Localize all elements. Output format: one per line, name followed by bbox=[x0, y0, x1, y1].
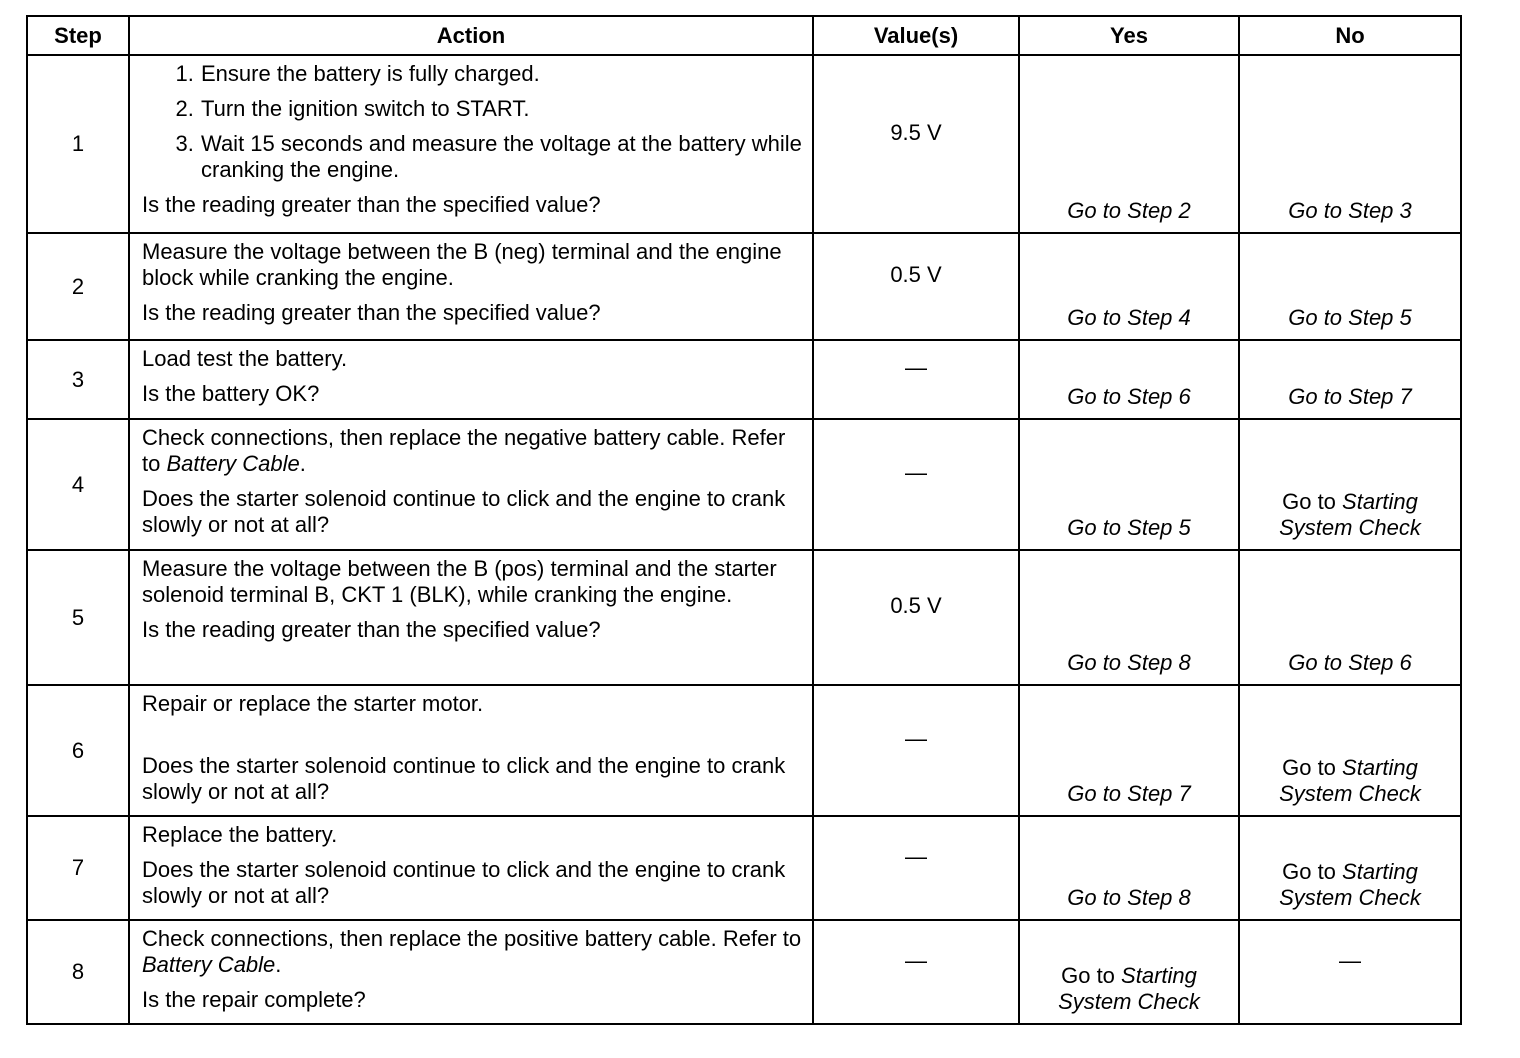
table-row bbox=[27, 550, 1461, 685]
no-cell: Go to Step 5 bbox=[1239, 233, 1461, 340]
no-cell bbox=[1239, 419, 1461, 550]
starting-system-check-reference: Starting System Check bbox=[1058, 963, 1200, 1014]
yes-cell: Go to Step 2 bbox=[1019, 55, 1239, 233]
table-row bbox=[27, 55, 1461, 233]
action-instruction: Replace the battery. bbox=[142, 822, 338, 847]
value-cell: 0.5 V bbox=[813, 233, 1019, 340]
value-cell: — bbox=[813, 685, 1019, 816]
yes-cell: Go to Step 8 bbox=[1019, 816, 1239, 920]
action-header: Action bbox=[129, 16, 813, 55]
yes-cell: Go to Step 5 bbox=[1019, 419, 1239, 550]
value-cell: — bbox=[813, 340, 1019, 419]
step-number: 8 bbox=[27, 920, 129, 1024]
yes-cell: Go to Step 8 bbox=[1019, 550, 1239, 685]
action-question: Is the reading greater than the specified value? bbox=[142, 300, 601, 325]
no-cell: Go to Step 7 bbox=[1239, 340, 1461, 419]
action-question: Does the starter solenoid continue to click and the engine to crank slowly or not at all? bbox=[142, 753, 786, 804]
action-question: Does the starter solenoid continue to click and the engine to crank slowly or not at all? bbox=[142, 486, 786, 537]
yes-cell bbox=[1019, 920, 1239, 1024]
action-cell bbox=[129, 685, 813, 816]
value-cell: — bbox=[813, 419, 1019, 550]
action-instruction: Repair or replace the starter motor. bbox=[142, 691, 484, 716]
go-to-text: Go to bbox=[1282, 489, 1336, 514]
header-row bbox=[27, 16, 1461, 55]
yes-cell: Go to Step 7 bbox=[1019, 685, 1239, 816]
step-number: 3 bbox=[27, 340, 129, 419]
table-row bbox=[27, 816, 1461, 920]
value-cell: 0.5 V bbox=[813, 550, 1019, 685]
action-cell bbox=[129, 550, 813, 685]
go-to-text: Go to bbox=[1282, 859, 1336, 884]
action-cell bbox=[129, 419, 813, 550]
action-cell bbox=[129, 816, 813, 920]
no-cell bbox=[1239, 816, 1461, 920]
yes-header: Yes bbox=[1019, 16, 1239, 55]
diagnostic-table bbox=[26, 15, 1462, 1025]
step-number: 5 bbox=[27, 550, 129, 685]
action-question: Is the reading greater than the specified value? bbox=[142, 617, 601, 642]
battery-cable-reference: Battery Cable bbox=[142, 952, 276, 977]
action-question: Does the starter solenoid continue to click and the engine to crank slowly or not at all? bbox=[142, 857, 786, 908]
table-row bbox=[27, 233, 1461, 340]
yes-cell: Go to Step 6 bbox=[1019, 340, 1239, 419]
action-question: Is the reading greater than the specified value? bbox=[142, 192, 601, 217]
table-row bbox=[27, 419, 1461, 550]
battery-cable-reference: Battery Cable bbox=[166, 451, 300, 476]
step-number: 7 bbox=[27, 816, 129, 920]
starting-system-check-reference: Starting System Check bbox=[1279, 489, 1421, 540]
action-question: Is the repair complete? bbox=[142, 987, 366, 1012]
action-text: Check connections, then replace the negative battery cable. Refer to bbox=[142, 425, 786, 476]
action-question: Is the battery OK? bbox=[142, 381, 320, 406]
action-instruction: Measure the voltage between the B (pos) terminal and the starter solenoid terminal B, CKT 1 (BLK), while cranking the engine. bbox=[142, 556, 777, 607]
action-list bbox=[142, 61, 804, 183]
step-number: 4 bbox=[27, 419, 129, 550]
action-instruction: Load test the battery. bbox=[142, 346, 348, 371]
no-header: No bbox=[1239, 16, 1461, 55]
action-cell bbox=[129, 340, 813, 419]
value-cell: — bbox=[813, 920, 1019, 1024]
action-text: Check connections, then replace the positive battery cable. Refer to bbox=[142, 926, 802, 951]
action-instruction: Check connections, then replace the negative battery cable. Refer to Battery Cable. bbox=[142, 425, 786, 476]
starting-system-check-reference: Starting System Check bbox=[1279, 755, 1421, 806]
step-header: Step bbox=[27, 16, 129, 55]
yes-cell: Go to Step 4 bbox=[1019, 233, 1239, 340]
action-list-item: 3. Wait 15 seconds and measure the voltage at the battery while cranking the engine. bbox=[200, 131, 804, 183]
go-to-text: Go to bbox=[1282, 755, 1336, 780]
action-cell bbox=[129, 920, 813, 1024]
step-number: 1 bbox=[27, 55, 129, 233]
starting-system-check-reference: Starting System Check bbox=[1279, 859, 1421, 910]
action-list-item: 1. Ensure the battery is fully charged. bbox=[200, 61, 804, 87]
step-number: 2 bbox=[27, 233, 129, 340]
go-to-text: Go to bbox=[1061, 963, 1115, 988]
no-cell: — bbox=[1239, 920, 1461, 1024]
step-number: 6 bbox=[27, 685, 129, 816]
no-cell: Go to Step 3 bbox=[1239, 55, 1461, 233]
table-row bbox=[27, 685, 1461, 816]
action-list-item: 2. Turn the ignition switch to START. bbox=[200, 96, 804, 122]
value-cell: 9.5 V bbox=[813, 55, 1019, 233]
action-cell bbox=[129, 233, 813, 340]
no-cell bbox=[1239, 685, 1461, 816]
table-row bbox=[27, 340, 1461, 419]
action-instruction: Measure the voltage between the B (neg) terminal and the engine block while cranking the engine. bbox=[142, 239, 782, 290]
action-instruction: Check connections, then replace the positive battery cable. Refer to Battery Cable. bbox=[142, 926, 802, 977]
table-row bbox=[27, 920, 1461, 1024]
action-cell bbox=[129, 55, 813, 233]
value-cell: — bbox=[813, 816, 1019, 920]
value-header: Value(s) bbox=[813, 16, 1019, 55]
no-cell: Go to Step 6 bbox=[1239, 550, 1461, 685]
